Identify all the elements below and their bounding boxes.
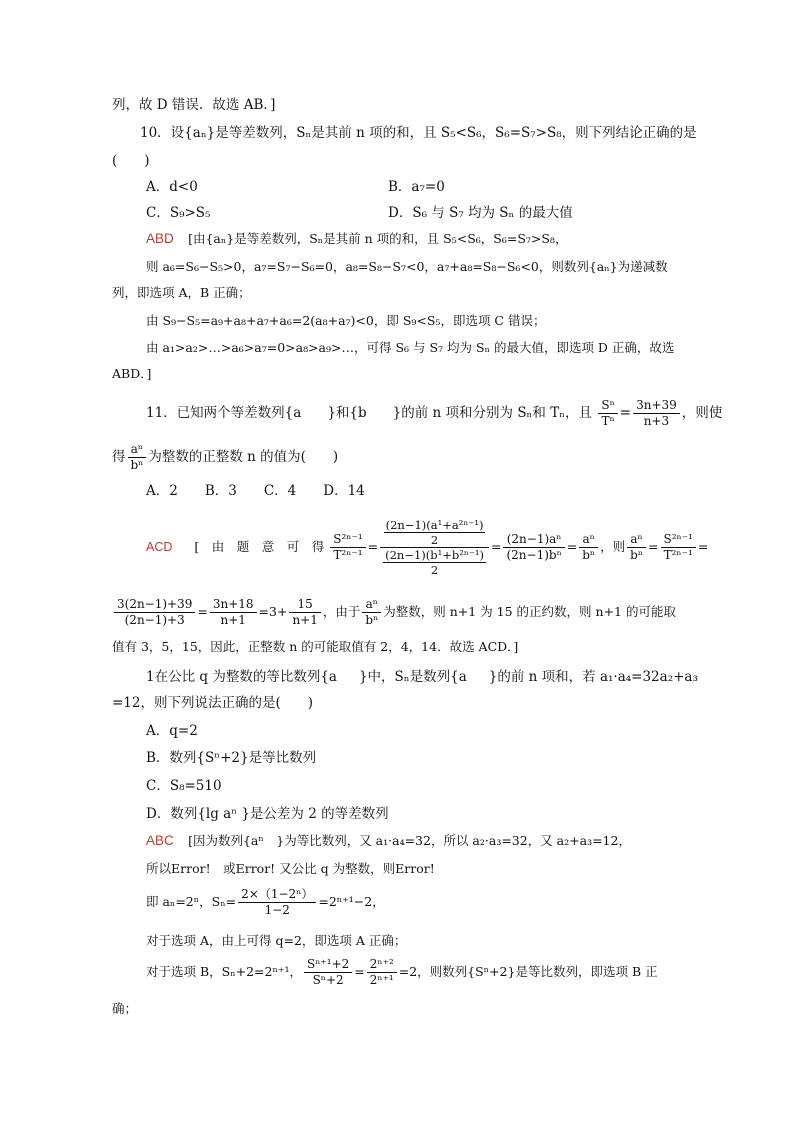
text-line: 列，故 D 错误．故选 AB．]	[112, 97, 276, 113]
q10-solution-line: ABD．]	[112, 366, 152, 381]
q10-answer: ABD	[146, 231, 174, 246]
q10-solution-line: 由 S₉−S₅=a₉+a₈+a₇+a₆=2(a₈+a₇)<0，即 S₉<S₅，即选项 C 错误；	[146, 313, 546, 328]
q12-option-a: A．q=2	[146, 723, 198, 739]
q11-answer: ACD	[146, 540, 173, 554]
q10-option-c: C．S₉>S₅	[146, 205, 211, 221]
q11-solution-line: 值有 3，5，15，因此，正整数 n 的可能取值有 2，4，14．故选 ACD．]	[112, 639, 519, 654]
q10-option-d: D．S₆ 与 S₇ 均为 Sₙ 的最大值	[388, 205, 573, 221]
q10-option-b: B．a₇=0	[388, 179, 445, 195]
q10-solution-line: 列，即选项 A，B 正确；	[112, 285, 251, 300]
q12-stem-cont: =12，则下列说法正确的是( )	[112, 695, 314, 711]
q12-solution-line: 即 aₙ=2ⁿ，Sₙ= $\frac{\text{2×（1−2ⁿ）}}{1-2}$ =2ⁿ⁺¹−2，	[146, 887, 385, 917]
fraction: $\frac{\text{Sⁿ}}{\text{Tⁿ}}$	[598, 398, 617, 429]
q12-solution-line: 对于选项 B，Sₙ+2=2ⁿ⁺¹， $\frac{\text{Sⁿ⁺¹+2}}{\text{Sⁿ+2}}$ = $\frac{\text{2ⁿ⁺²}}{\text{2ⁿ⁺¹}}$ =2，则数列{Sⁿ+2}是等比数列，即选项 B 正	[146, 957, 658, 987]
q10-option-a: A．d<0	[146, 179, 198, 195]
q10-solution-line: 由 a₁>a₂>…>a₆>a₇=0>a₈>a₉>…，可得 S₆ 与 S₇ 均为 Sₙ 的最大值，即选项 D 正确，故选	[146, 340, 675, 355]
q11-stem-cont: 得 $\frac{\text{aⁿ}}{\text{bⁿ}}$ 为整数的正整数 n 的值为( )	[112, 442, 339, 472]
q12-option-b: B．数列{Sⁿ+2}是等比数列	[146, 750, 317, 766]
q12-stem: 1在公比 q 为整数的等比数列{a }中，Sₙ是数列{a }的前 n 项和，若 a₁·a₄=32a₂+a₃	[146, 669, 698, 685]
fraction: $\frac{\text{aⁿ}}{\text{bⁿ}}$	[128, 442, 147, 473]
q12-option-d: D．数列{lg aⁿ }是公差为 2 的等差数列	[146, 806, 389, 822]
q12-solution-line: 所以Error! 或Error! 又公比 q 为整数，则Error!	[146, 861, 435, 876]
q12-solution-line: 确；	[112, 1001, 138, 1016]
q12-option-c: C．S₈=510	[146, 778, 222, 794]
q10-stem: 10．设{aₙ}是等差数列，Sₙ是其前 n 项的和，且 S₅<S₆，S₆=S₇>S₈，则下列结论正确的是	[140, 125, 697, 141]
fraction: $\frac{3n+39}{n+3}$	[633, 398, 680, 429]
q12-solution-line: [因为数列{aⁿ }为等比数列，又 a₁·a₄=32，所以 a₂·a₃=32，又 a₂+a₃=12，	[188, 833, 631, 848]
q11-solution-line: ACD [ 由 题 意 可 得 $\frac{\text{S²ⁿ⁻¹}}{\text{T²ⁿ⁻¹}}$ = $\frac{\frac{\text{(2n−1)(a¹+a²ⁿ⁻¹)}}{2}}{\frac{\text{(2n−1)(b¹+b²ⁿ⁻¹)}}{2}}$ = $\frac{\text{(2n−1)aⁿ}}{\text{(2n−1)bⁿ}}$ = $\frac{\text{aⁿ}}{\text{bⁿ}}$ ，则 $\frac{\text{aⁿ}}{\text{bⁿ}}$ = $\frac{\text{S²ⁿ⁻¹}}{\text{T²ⁿ⁻¹}}$ =	[146, 518, 709, 577]
q11-stem: 11．已知两个等差数列{a }和{b }的前 n 项和分别为 Sₙ和 Tₙ，且 $\frac{\text{Sⁿ}}{\text{Tⁿ}}$ = $\frac{3n+39}{n+3}$ ，则使	[146, 398, 723, 428]
q11-solution-line: $\frac{3(2n-1)+39}{(2n-1)+3}$ = $\frac{3n+18}{n+1}$ =3+ $\frac{15}{n+1}$ ，由于 $\frac{\text{aⁿ}}{\text{bⁿ}}$ 为整数，则 n+1 为 15 的正约数，则 n+1 的可能取	[112, 594, 676, 630]
q12-answer: ABC	[146, 833, 174, 848]
q10-solution-line: 则 a₆=S₆−S₅>0，a₇=S₇−S₆=0，a₈=S₈−S₇<0，a₇+a₈=S₈−S₆<0，则数列{aₙ}为递减数	[146, 259, 668, 274]
q10-solution-line: [由{aₙ}是等差数列，Sₙ是其前 n 项的和，且 S₅<S₆，S₆=S₇>S₈，	[188, 231, 568, 246]
q12-solution-line: 对于选项 A，由上可得 q=2，即选项 A 正确；	[146, 933, 407, 948]
q10-paren: ( )	[112, 153, 150, 169]
q11-options: A．2 B．3 C．4 D．14	[146, 483, 365, 499]
